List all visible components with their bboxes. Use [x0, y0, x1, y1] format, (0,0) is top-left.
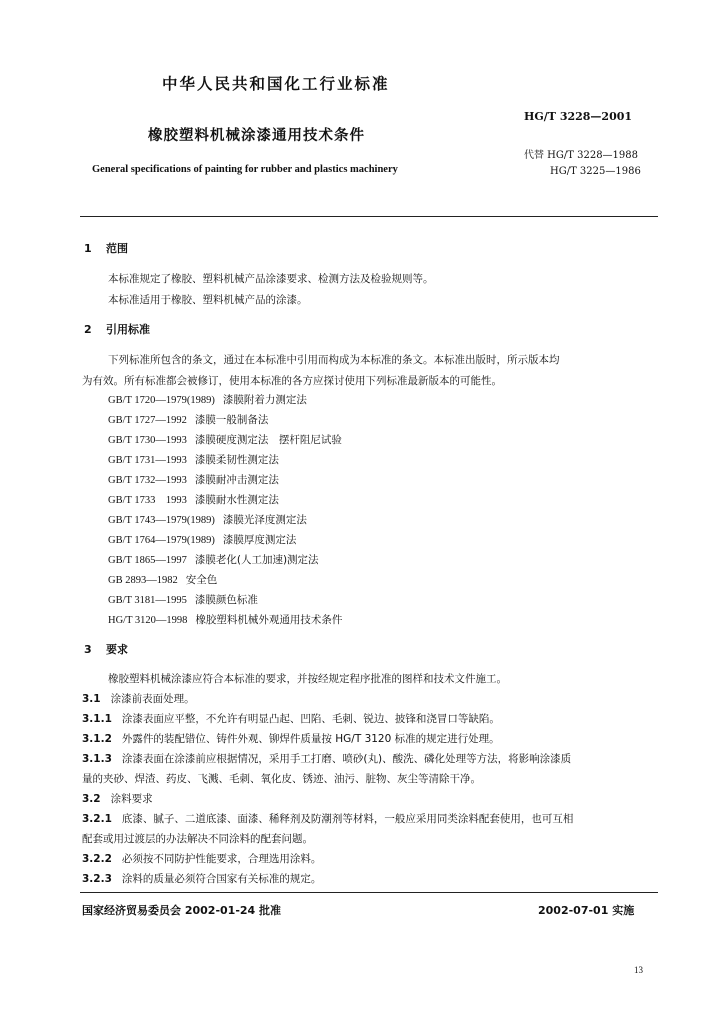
approval-info: 国家经济贸易委员会 2002-01-24 批准: [82, 904, 282, 917]
clause-3-2-1-continued: 配套或用过渡层的办法解决不同涂料的配套问题。: [82, 833, 313, 845]
section-2-title: 引用标准: [106, 323, 150, 336]
clause-number: 3.1.3: [82, 753, 112, 765]
header-divider: [80, 216, 658, 217]
page-number: 13: [634, 965, 643, 975]
clause-3-1-1: [82, 711, 500, 726]
section-1-title: 范围: [106, 242, 128, 255]
reference-code: GB/T 1732—1993: [108, 475, 187, 486]
section-1-para-1: 本标准规定了橡胶、塑料机械产品涂漆要求、检测方法及检验规则等。: [108, 273, 434, 285]
reference-code: GB/T 1727—1992: [108, 415, 187, 426]
clause-text: 涂漆表面在涂漆前应根据情况，采用手工打磨、喷砂(丸)、酸洗、磷化处理等方法，将影响涂漆质: [121, 753, 572, 765]
reference-item: [108, 412, 268, 427]
reference-item: [108, 612, 342, 627]
reference-item: [108, 492, 279, 507]
reference-item: [108, 532, 296, 547]
standard-category: 中华人民共和国化工行业标准: [162, 75, 390, 93]
clause-number: 3.2.2: [82, 853, 112, 865]
clause-text: 外露件的装配错位、铸件外观、铆焊件质量按 HG/T 3120 标准的规定进行处理。: [121, 733, 500, 745]
clause-number: 3.2: [82, 793, 101, 805]
reference-item: [108, 392, 307, 407]
reference-name: 漆膜柔韧性测定法: [194, 454, 279, 466]
section-2-para-line-2: 为有效。所有标准都会被修订，使用本标准的各方应探讨使用下列标准最新版本的可能性。: [82, 375, 502, 387]
replaces-line-1: 代替 HG/T 3228—1988: [524, 150, 639, 161]
reference-name: 橡胶塑料机械外观通用技术条件: [195, 614, 343, 626]
reference-code: GB/T 1730—1993: [108, 435, 187, 446]
reference-name: 漆膜老化(人工加速)测定法: [194, 554, 319, 566]
clause-3-1-2: [82, 731, 500, 746]
reference-name: 漆膜耐冲击测定法: [194, 474, 279, 486]
section-3-intro: 橡胶塑料机械涂漆应符合本标准的要求，并按经规定程序批准的图样和技术文件施工。: [108, 673, 507, 685]
standard-code: HG/T 3228—2001: [524, 110, 633, 123]
clause-3-1-3-continued: 量的夹砂、焊渣、药皮、飞溅、毛刺、氧化皮、锈迹、油污、脏物、灰尘等清除干净。: [82, 773, 481, 785]
section-2-para-line-1: 下列标准所包含的条文，通过在本标准中引用而构成为本标准的条文。本标准出版时，所示版本均: [108, 354, 560, 366]
reference-code: GB/T 1733 1993: [108, 495, 187, 506]
footer-divider: [80, 892, 658, 893]
section-1-number: 1: [84, 242, 92, 255]
section-2-number: 2: [84, 323, 92, 336]
replaces-line-2: HG/T 3225—1986: [550, 166, 641, 177]
reference-item: [108, 452, 279, 467]
clause-3-2-2: [82, 851, 321, 866]
clause-text: 涂漆表面应平整，不允许有明显凸起、凹陷、毛刺、锐边、披锋和浇冒口等缺陷。: [121, 713, 500, 725]
section-2-heading: [84, 321, 150, 337]
reference-code: GB 2893—1982: [108, 575, 178, 586]
clause-3-1: [82, 691, 195, 706]
reference-code: GB/T 1865—1997: [108, 555, 187, 566]
reference-name: 漆膜耐水性测定法: [194, 494, 279, 506]
clause-text: 底漆、腻子、二道底漆、面漆、稀释剂及防潮剂等材料，一般应采用同类涂料配套使用，也可互相: [121, 813, 574, 825]
replaces-block: [524, 148, 641, 180]
reference-item: [108, 592, 258, 607]
section-3-number: 3: [84, 643, 92, 656]
reference-code: GB/T 1731—1993: [108, 455, 187, 466]
reference-name: 安全色: [185, 574, 218, 586]
clause-number: 3.1.1: [82, 713, 112, 725]
clause-number: 3.1: [82, 693, 101, 705]
document-title-cn: 橡胶塑料机械涂漆通用技术条件: [148, 128, 365, 144]
reference-name: 漆膜一般制备法: [194, 414, 269, 426]
reference-code: GB/T 3181—1995: [108, 595, 187, 606]
reference-name: 漆膜附着力测定法: [222, 394, 307, 406]
reference-name: 漆膜颜色标准: [194, 594, 258, 606]
effective-date: 2002-07-01 实施: [538, 904, 635, 917]
reference-code: GB/T 1764—1979(1989): [108, 535, 215, 546]
reference-item: [108, 472, 279, 487]
clause-number: 3.1.2: [82, 733, 112, 745]
reference-code: HG/T 3120—1998: [108, 615, 188, 626]
clause-3-2-1: [82, 811, 573, 826]
section-1-para-2: 本标准适用于橡胶、塑料机械产品的涂漆。: [108, 294, 308, 306]
reference-name: 漆膜厚度测定法: [222, 534, 297, 546]
clause-number: 3.2.1: [82, 813, 112, 825]
section-3-title: 要求: [106, 643, 128, 656]
clause-text: 涂料要求: [110, 793, 153, 805]
reference-item: [108, 572, 217, 587]
reference-name: 漆膜硬度测定法 摆杆阻尼试验: [194, 434, 342, 446]
reference-code: GB/T 1720—1979(1989): [108, 395, 215, 406]
reference-code: GB/T 1743—1979(1989): [108, 515, 215, 526]
clause-text: 涂料的质量必须符合国家有关标准的规定。: [121, 873, 322, 885]
clause-3-2-3: [82, 871, 321, 886]
clause-3-2: [82, 791, 153, 806]
section-3-heading: [84, 641, 128, 657]
reference-item: [108, 512, 307, 527]
reference-name: 漆膜光泽度测定法: [222, 514, 307, 526]
clause-3-1-3: [82, 751, 571, 766]
clause-text: 涂漆前表面处理。: [110, 693, 195, 705]
clause-number: 3.2.3: [82, 873, 112, 885]
reference-item: [108, 432, 342, 447]
clause-text: 必须按不同防护性能要求，合理选用涂料。: [121, 853, 322, 865]
reference-item: [108, 552, 319, 567]
section-1-heading: [84, 240, 128, 256]
document-title-en: General specifications of painting for rubber and plastics machinery: [92, 164, 398, 175]
